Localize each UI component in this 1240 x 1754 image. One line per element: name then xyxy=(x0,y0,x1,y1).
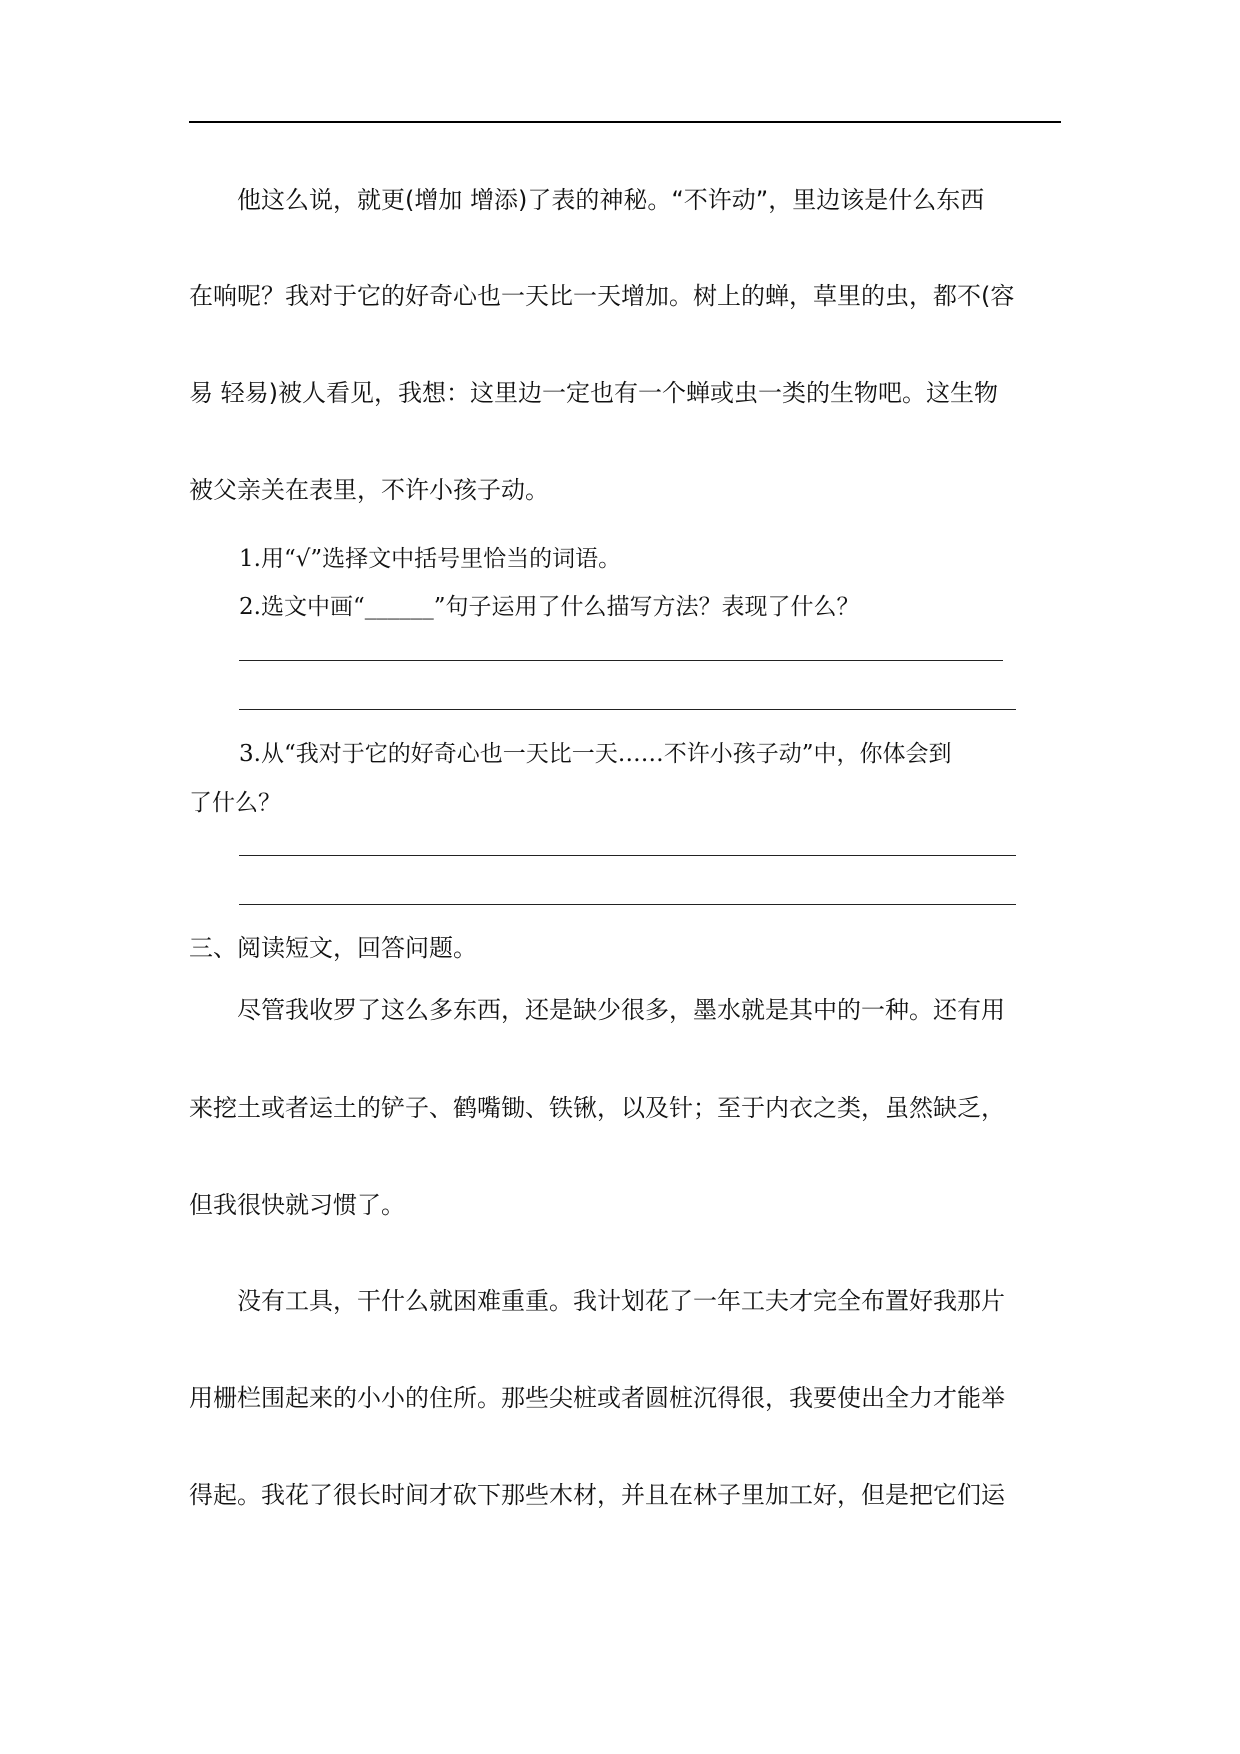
passage2-line-3: 但我很快就习惯了。 xyxy=(189,1191,405,1219)
passage2-line-2: 来挖土或者运土的铲子、鹤嘴锄、铁锹，以及针；至于内衣之类，虽然缺乏， xyxy=(189,1094,1005,1122)
question-2: 2.选文中画“______”句子运用了什么描写方法？表现了什么？ xyxy=(239,594,860,620)
passage1-line-3: 易 轻易)被人看见，我想：这里边一定也有一个蝉或虫一类的生物吧。这生物 xyxy=(189,379,998,407)
answer-line-q3-2[interactable] xyxy=(239,904,1016,905)
passage2-line-5: 用栅栏围起来的小小的住所。那些尖桩或者圆桩沉得很，我要使出全力才能举 xyxy=(189,1384,1005,1412)
header-rule xyxy=(189,121,1061,123)
passage2-line-1: 尽管我收罗了这么多东西，还是缺少很多，墨水就是其中的一种。还有用 xyxy=(189,996,1005,1024)
passage1-line-2: 在响呢？我对于它的好奇心也一天比一天增加。树上的蝉，草里的虫，都不(容 xyxy=(189,282,1015,310)
question-3-line-1: 3.从“我对于它的好奇心也一天比一天……不许小孩子动”中，你体会到 xyxy=(239,741,952,767)
answer-line-q2-2[interactable] xyxy=(239,709,1016,710)
passage1-line-4: 被父亲关在表里，不许小孩子动。 xyxy=(189,476,549,504)
question-1: 1.用“√”选择文中括号里恰当的词语。 xyxy=(239,546,622,572)
answer-line-q3-1[interactable] xyxy=(239,855,1016,856)
section-3-heading: 三、阅读短文，回答问题。 xyxy=(189,934,477,962)
answer-line-q2-1[interactable] xyxy=(239,660,1003,661)
passage1-line-1: 他这么说，就更(增加 增添)了表的神秘。“不许动”，里边该是什么东西 xyxy=(189,186,985,214)
passage2-line-4: 没有工具，干什么就困难重重。我计划花了一年工夫才完全布置好我那片 xyxy=(189,1287,1005,1315)
question-3-line-2: 了什么？ xyxy=(189,790,281,816)
passage2-line-6: 得起。我花了很长时间才砍下那些木材，并且在林子里加工好，但是把它们运 xyxy=(189,1481,1005,1509)
